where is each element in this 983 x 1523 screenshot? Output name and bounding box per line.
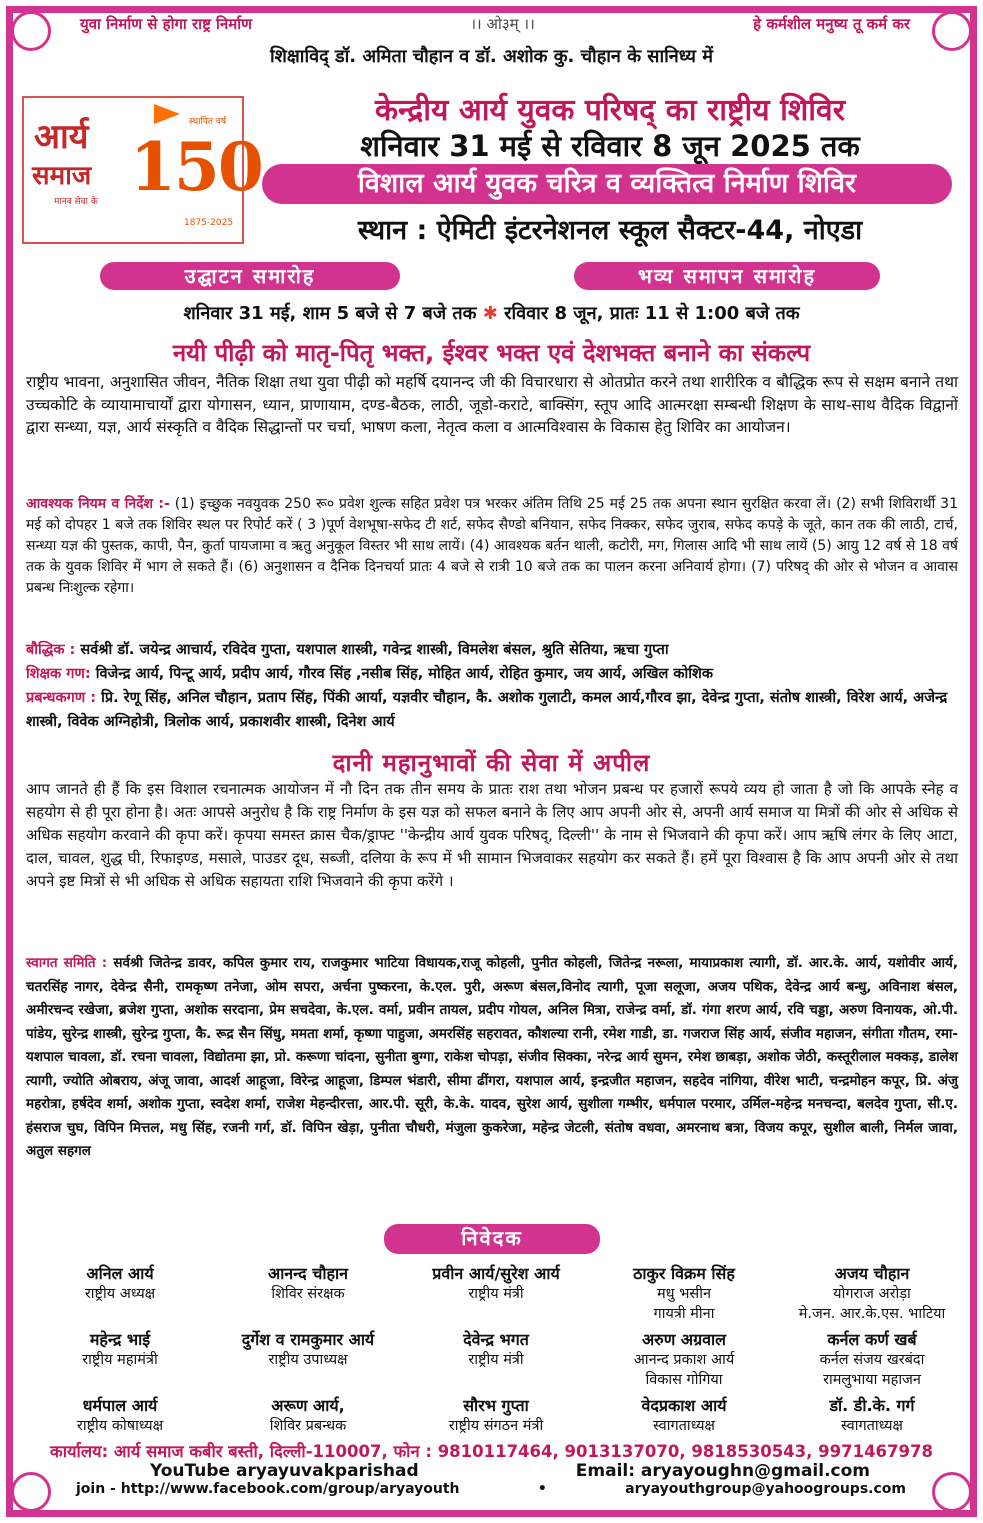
nivedak-cell (402, 1264, 590, 1324)
people-list: बौद्धिक : सर्वश्री डॉ. जयेन्द्र आचार्य, रविदेव गुप्ता, यशपाल शास्त्री, गवेन्द्र शास्त्री, विमलेश बंसल, श्रुति सेतिया, ऋचा गुप्ता शिक्षक गण: विजेन्द्र आर्य, पिन्टू आर्य, प्रदीप आर्य, गौरव सिंह ,नसीब सिंह, मोहित आर्य, रोहित कुमार, जय आर्य, अखिल कोशिक प्रबन्धकगण : प्रि. रेणू सिंह, अनिल चौहान, प्रताप सिंह, पिंकी आर्या, यज्ञवीर चौहान, कै. अशोक गुलाटी, कमल आर्य,गौरव झा, देवेन्द्र गुप्ता, संतोष शास्त्री, विरेश आर्य, अजेन्द्र शास्त्री, विवेक अग्निहोत्री, त्रिलोक आर्य, प्रकाशवीर शास्त्री, दिनेश आर्य (26, 642, 948, 730)
email-address[interactable]: Email: aryayoughn@gmail.com (575, 1461, 870, 1481)
nivedak-cell (214, 1330, 402, 1390)
nivedak-cell (26, 1330, 214, 1390)
nivedak-cell (590, 1330, 778, 1390)
nivedak-name: कर्नल कर्ण खर्ब (827, 1330, 917, 1349)
om-symbol: ।। ओ३म् ।। (470, 15, 535, 33)
nivedak-cell (26, 1396, 214, 1436)
right-slogan: हे कर्मशील मनुष्य तू कर्म कर (753, 15, 910, 33)
nivedak-cell (214, 1396, 402, 1436)
nivedak-name: महेन्द्र भाई (89, 1330, 151, 1349)
event-dates: शनिवार 31 मई से रविवार 8 जून 2025 तक (360, 129, 860, 163)
nivedak-cell (590, 1264, 778, 1324)
office-address: कार्यालय: आर्य समाज कबीर बस्ती, दिल्ली-110007, फोन : 9810117464, 9013137070, 9818530543, 9971467978 (50, 1442, 933, 1461)
intro-paragraph: राष्ट्रीय भावना, अनुशासित जीवन, नैतिक शिक्षा तथा युवा पीढ़ी को महर्षि दयानन्द जी की विचारधारा से ओतप्रोत करने तथा शारीरिक व बौद्धिक रूप से सक्षम बनाने तथा उच्चकोटि के व्यायामाचार्यों द्वारा योगासन, ध्यान, प्राणायाम, दण्ड-बैठक, लाठी, जूडो-कराटे, बाक्सिंग, स्तूप आदि आत्मरक्षा सम्बन्धी शिक्षण के साथ-साथ वैदिक विद्वानों द्वारा सन्ध्या, यज्ञ, आर्य संस्कृति व वैदिक सिद्धान्तों पर चर्चा, भाषण कला, नेतृत्व कला व आत्मविश्वास के विकास हेतु शिविर का आयोजन। (26, 373, 958, 436)
nivedak-cell (26, 1264, 214, 1324)
youtube-channel[interactable]: YouTube aryayuvakparishad (150, 1461, 419, 1481)
nivedak-name: डॉ. डी.के. गर्ग (829, 1396, 915, 1415)
nivedak-name: देवेन्द्र भगत (463, 1330, 529, 1349)
facebook-link[interactable]: join - http://www.facebook.com/group/aryayouth (76, 1481, 460, 1497)
nivedak-grid (26, 1264, 966, 1436)
arya-samaj-150-logo: आर्य समाज मानव सेवा के 150 स्थापित वर्ष 1875-2025 (22, 96, 244, 244)
nivedak-cell (778, 1396, 966, 1436)
nivedak-role: शिविर संरक्षक (271, 1286, 345, 1302)
nivedak-label: निवेदक (384, 1224, 600, 1254)
nivedak-name: ठाकुर विक्रम सिंह (633, 1264, 735, 1283)
appeal-heading: दानी महानुभावों की सेवा में अपील (332, 749, 651, 777)
nivedak-name: अजय चौहान (834, 1264, 910, 1283)
nivedak-role: योगराज अरोड़ा मे.जन. आर.के.एस. भाटिया (798, 1286, 946, 1322)
nivedak-cell (402, 1330, 590, 1390)
nivedak-cell (402, 1396, 590, 1436)
top-slogan-row (80, 14, 910, 34)
nivedak-name: वेदप्रकाश आर्य (641, 1396, 727, 1415)
nivedak-name: धर्मपाल आर्य (82, 1396, 158, 1415)
nivedak-role: शिविर प्रबन्धक (269, 1418, 347, 1434)
event-title: केन्द्रीय आर्य युवक परिषद् का राष्ट्रीय शिविर (374, 93, 846, 128)
nivedak-role: आनन्द प्रकाश आर्य विकास गोगिया (633, 1352, 735, 1388)
social-row (150, 1461, 870, 1481)
nivedak-role: राष्ट्रीय उपाध्यक्ष (268, 1352, 348, 1368)
nivedak-name: प्रवीन आर्य/सुरेश आर्य (432, 1264, 560, 1283)
nivedak-name: दुर्गेश व रामकुमार आर्य (241, 1330, 375, 1349)
closing-ceremony-label: भव्य समापन समारोह (574, 262, 880, 290)
star-icon: ✱ (482, 303, 498, 324)
camp-name-banner: विशाल आर्य युवक चरित्र व व्यक्तित्व निर्माण शिविर (262, 164, 952, 204)
nivedak-role: राष्ट्रीय कोषाध्यक्ष (76, 1418, 164, 1434)
nivedak-name: आनन्द चौहान (267, 1264, 349, 1283)
nivedak-role: कर्नल संजय खरबंदा रामलुभाया महाजन (819, 1352, 925, 1388)
bullet: • (537, 1481, 547, 1497)
nivedak-role: राष्ट्रीय मंत्री (468, 1352, 524, 1368)
corner-ornament (11, 1472, 51, 1512)
nivedak-cell (590, 1396, 778, 1436)
nivedak-name: सौरभ गुप्ता (463, 1396, 529, 1415)
patronage-line: शिक्षाविद् डॉ. अमिता चौहान व डॉ. अशोक कु. चौहान के सानिध्य में (269, 46, 714, 67)
nivedak-role: राष्ट्रीय अध्यक्ष (84, 1286, 156, 1302)
nivedak-name: अरुण अग्रवाल (641, 1330, 727, 1349)
nivedak-role: राष्ट्रीय महामंत्री (82, 1352, 158, 1368)
venue: स्थान : ऐमिटी इंटरनेशनल स्कूल सैक्टर-44, नोएडा (357, 215, 863, 246)
nivedak-role: मधु भसीन गायत्री मीना (653, 1286, 715, 1322)
flag-icon (154, 104, 180, 124)
nivedak-cell (214, 1264, 402, 1324)
nivedak-cell (778, 1264, 966, 1324)
group-email[interactable]: aryayouthgroup@yahoogroups.com (625, 1481, 906, 1497)
nivedak-role: राष्ट्रीय संगठन मंत्री (448, 1418, 544, 1434)
nivedak-name: अनिल आर्य (86, 1264, 154, 1283)
links-row (76, 1481, 906, 1497)
opening-ceremony-label: उद्घाटन समारोह (100, 262, 400, 290)
corner-ornament (932, 1472, 972, 1512)
nivedak-name: अरूण आर्य, (271, 1396, 345, 1415)
nivedak-role: राष्ट्रीय मंत्री (468, 1286, 524, 1302)
nivedak-cell (778, 1330, 966, 1390)
nivedak-role: स्वागताध्यक्ष (653, 1418, 715, 1434)
appeal-paragraph: आप जानते ही हैं कि इस विशाल रचनात्मक आयोजन में नौ दिन तक तीन समय के प्रातः राश तथा भोजन प्रबन्ध पर हजारों रूपये व्यय हो जाता है जो कि आपके स्नेह व सहयोग से ही पूरा होना है। अतः आपसे अनुरोध है कि राष्ट्र निर्माण के इस यज्ञ को सफल बनाने के लिए आप अपनी ओर से, अपनी आर्य समाज या मित्रों की ओर से अधिक से अधिक सहयोग करवाने की कृपा करें। कृपया समस्त क्रास चैक/ड्राफ्ट ''केन्द्रीय आर्य युवक परिषद्, दिल्ली'' के नाम से भिजवाने की कृपा करें। आप ऋषि लंगर के लिए आटा, दाल, चावल, शुद्ध घी, रिफाइण्ड, मसाले, पाउडर दूध, सब्जी, दलिया के रूप में भी सामान भिजवाकर सहयोग कर सकते हैं। हमें पूरा विश्वास है कि आप अपनी ओर से तथा अपने इष्ट मित्रों से भी अधिक से अधिक सहायता राशि भिजवाने की कृपा करेंगे । (26, 780, 958, 890)
resolution-heading: नयी पीढ़ी को मातृ-पितृ भक्त, ईश्वर भक्त एवं देशभक्त बनाने का संकल्प (172, 339, 811, 367)
nivedak-role: स्वागताध्यक्ष (841, 1418, 903, 1434)
ceremony-timings: शनिवार 31 मई, शाम 5 बजे से 7 बजे तक ✱ रविवार 8 जून, प्रातः 11 से 1:00 बजे तक (183, 303, 800, 324)
rules-paragraph: आवश्यक नियम व निर्देश :- (1) इच्छुक नवयुवक 250 रू० प्रवेश शुल्क सहित प्रवेश पत्र भरकर अंतिम तिथि 25 मई 25 तक अपना स्थान सुरक्षित करवा लें। (2) सभी शिविरार्थी 31 मई को दोपहर 1 बजे तक शिविर स्थल पर रिपोर्ट करें ( 3 )पूर्ण वेशभूषा-सफेद टी शर्ट, सफेद सैण्डो बनियान, सफेद निक्कर, सफेद जुराब, सफेद कपड़े के जूते, कान तक की लाठी, टार्च, सन्ध्या यज्ञ की पुस्तक, कापी, पैन, कुर्ता पायजामा व ऋतु अनुकूल विस्तर भी साथ लायें। (4) आवश्यक बर्तन थाली, कटोरी, मग, गिलास आदि भी साथ लायें (5) आयु 12 वर्ष से 18 वर्ष तक के युवक शिविर में भाग ले सकते हैं। (6) अनुशासन व दैनिक दिनचर्या प्रातः 4 बजे से रात्री 10 बजे तक का पालन करना अनिवार्य होगा। (7) परिषद् की ओर से भोजन व आवास प्रबन्ध निःशुल्क रहेगा। (26, 496, 958, 596)
welcome-committee: स्वागत समिति : सर्वश्री जितेन्द्र डावर, कपिल कुमार राय, राजकुमार भाटिया विधायक,राजू कोहली, पुनीत कोहली, जितेन्द्र नरूला, मायाप्रकाश त्यागी, डॉ. आर.के. आर्य, यशोवीर आर्य, चतरसिंह नागर, देवेन्द्र सैनी, रामकृष्ण तनेजा, ओम सपरा, अर्चना पुष्करना, के.एल. पुरी, अरूण बंसल,विनोद त्यागी, पूजा सलूजा, अजय पथिक, देवेन्द्र आर्य बन्धु, अविनाश बंसल, अमीरचन्द रखेजा, ब्रजेश गुप्ता, अशोक सरदाना, प्रेम सचदेवा, के.एल. वर्मा, प्रवीन तायल, प्रदीप गोयल, अनिल मित्रा, राजेन्द्र वर्मा, डॉ. गंगा शरण आर्य, रवि चड्डा, अरुण विनायक, ओ.पी. पांडेय, सुरेन्द्र शास्त्री, सुरेन्द्र गुप्ता, कै. रूद्र सैन सिंधु, ममता शर्मा, कृष्णा पाहुजा, अमरसिंह सहरावत, कौशल्या रानी, रमेश गाडी, डा. गजराज सिंह आर्य, संजीव महाजन, संगीता गौतम, रमा-यशपाल चावला, डॉ. रचना चावला, विद्योतमा झा, प्रो. करूणा चांदना, सुनीता बुग्गा, राकेश चोपड़ा, संजीव सिक्का, नरेन्द्र आर्य सुमन, रमेश छाबड़ा, अशोक जेठी, कस्तूरीलाल मक्कड़, डालेश त्यागी, ज्योति ओबराय, अंजू जावा, आदर्श आहूजा, विरेन्द्र आहूजा, डिम्पल भंडारी, सीमा ढींगरा, यशपाल आर्य, इन्द्रजीत महाजन, सहदेव नांगिया, वीरेश भाटी, चन्द्रमोहन कपूर, प्रि. अंजु महरोत्रा, हर्षदेव शर्मा, अशोक गुप्ता, स्वदेश शर्मा, राजेश मेहन्दीरत्ता, आर.पी. सूरी, के.के. यादव, सुरेश आर्य, सुशीला गम्भीर, धर्मपाल परमार, उर्मिल-महेन्द्र मनचन्दा, बलदेव गुप्ता, सी.ए. हंसराज चुघ, विपिन मित्तल, मधु सिंह, रजनी गर्ग, डॉ. विपिन खेड़ा, पुनीता चौधरी, मंजुला कुकरेजा, महेन्द्र जेटली, संतोष वधवा, अमरनाथ बत्रा, विजय कपूर, सुशील बाली, निर्मल जावा, अतुल सहगल (26, 955, 958, 1159)
left-slogan: युवा निर्माण से होगा राष्ट्र निर्माण (80, 15, 252, 33)
